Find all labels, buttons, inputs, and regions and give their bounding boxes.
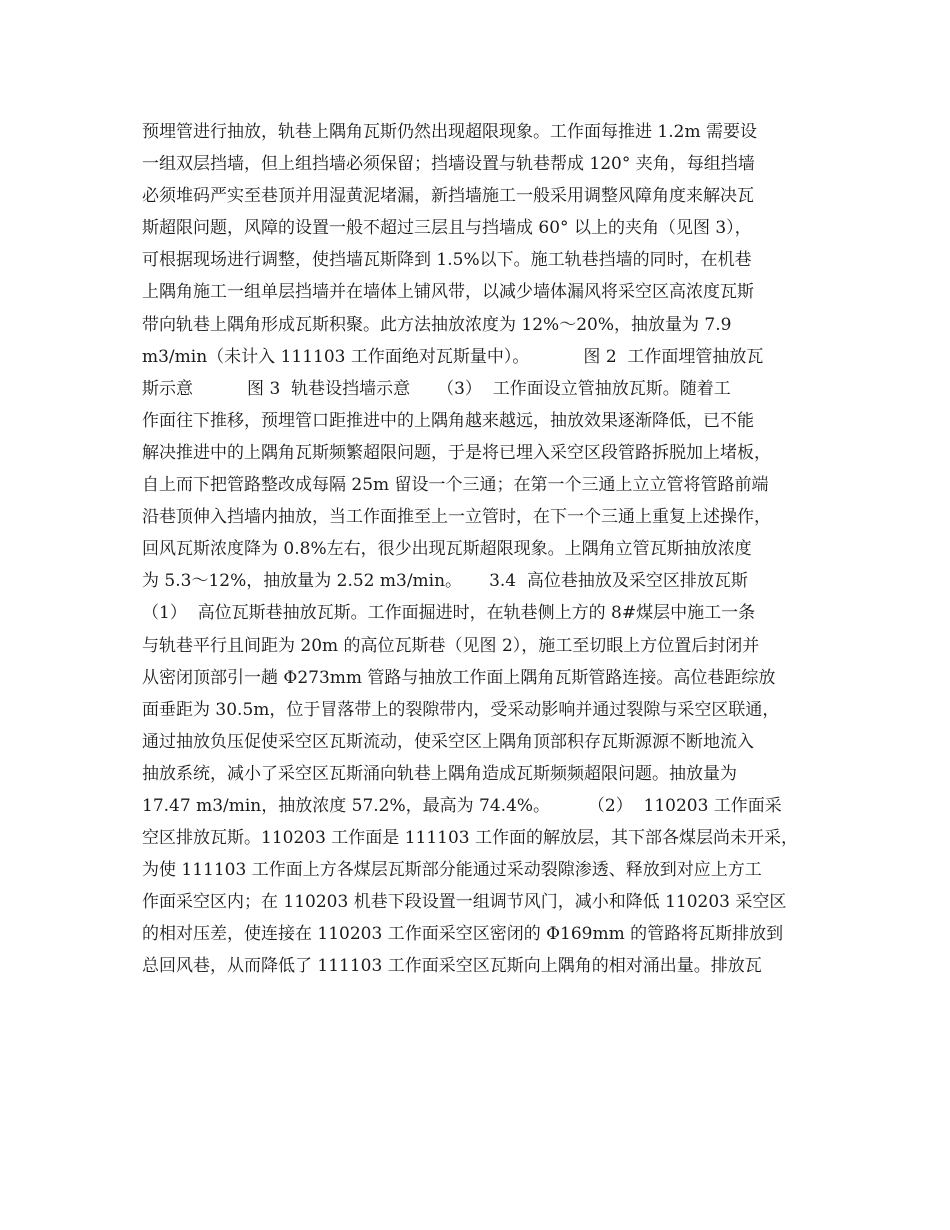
text-line: 自上而下把管路整改成每隔 25m 留设一个三通；在第一个三通上立立管将管路前端 (142, 475, 769, 496)
text-line: 总回风巷，从而降低了 111103 工作面采空区瓦斯向上隅角的相对涌出量。排放瓦 (142, 956, 762, 977)
text-line: 从密闭顶部引一趟 Φ273mm 管路与抽放工作面上隅角瓦斯管路连接。高位巷距综放 (142, 667, 776, 688)
text-line: 的相对压差，使连接在 110203 工作面采空区密闭的 Φ169mm 的管路将瓦斯排放到 (142, 924, 784, 945)
text-line: （1） 高位瓦斯巷抽放瓦斯。工作面掘进时，在轨巷侧上方的 8#煤层中施工一条 (142, 603, 756, 624)
text-line: 为 5.3～12%，抽放量为 2.52 m3/min。 3.4 高位巷抽放及采空区排放瓦斯 (142, 571, 748, 592)
text-line: m3/min（未计入 111103 工作面绝对瓦斯量中）。 图 2 工作面埋管抽放瓦 (142, 346, 764, 367)
text-line: 解决推进中的上隅角瓦斯频繁超限问题，于是将已埋入采空区段管路拆脱加上堵板， (142, 442, 771, 463)
text-line: 作面往下推移，预埋管口距推进中的上隅角越来越远，抽放效果逐渐降低，已不能 (142, 410, 754, 431)
text-line: 空区排放瓦斯。110203 工作面是 111103 工作面的解放层，其下部各煤层尚未开采， (142, 828, 799, 849)
text-line: 斯超限问题，风障的设置一般不超过三层且与挡墙成 60° 以上的夹角（见图 3）， (142, 218, 752, 239)
text-line: 为使 111103 工作面上方各煤层瓦斯部分能通过采动裂隙渗透、释放到对应上方工 (142, 860, 762, 881)
body-text (142, 116, 842, 983)
text-line: 与轨巷平行且间距为 20m 的高位瓦斯巷（见图 2），施工至切眼上方位置后封闭并 (142, 635, 760, 656)
text-line: 抽放系统，减小了采空区瓦斯涌向轨巷上隅角造成瓦斯频频超限问题。抽放量为 (142, 763, 737, 784)
text-line: 沿巷顶伸入挡墙内抽放，当工作面推至上一立管时，在下一个三通上重复上述操作， (142, 507, 771, 528)
text-line: 带向轨巷上隅角形成瓦斯积聚。此方法抽放浓度为 12%～20%，抽放量为 7.9 (142, 314, 732, 335)
text-line: 上隅角施工一组单层挡墙并在墙体上铺风带，以减少墙体漏风将采空区高浓度瓦斯 (142, 282, 754, 303)
text-line: 通过抽放负压促使采空区瓦斯流动，使采空区上隅角顶部积存瓦斯源源不断地流入 (142, 731, 754, 752)
text-line: 面垂距为 30.5m，位于冒落带上的裂隙带内，受采动影响并通过裂隙与采空区联通， (142, 699, 780, 720)
text-line: 回风瓦斯浓度降为 0.8%左右，很少出现瓦斯超限现象。上隅角立管瓦斯抽放浓度 (142, 539, 752, 560)
text-line: 一组双层挡墙，但上组挡墙必须保留；挡墙设置与轨巷帮成 120° 夹角，每组挡墙 (142, 154, 755, 175)
text-line: 可根据现场进行调整，使挡墙瓦斯降到 1.5%以下。施工轨巷挡墙的同时，在机巷 (142, 250, 752, 271)
text-line: 必须堆码严实至巷顶并用湿黄泥堵漏，新挡墙施工一般采用调整风障角度来解决瓦 (142, 186, 754, 207)
text-line: 斯示意 图 3 轨巷设挡墙示意 （3） 工作面设立管抽放瓦斯。随着工 (142, 378, 731, 399)
text-line: 作面采空区内；在 110203 机巷下段设置一组调节风门，减小和降低 110203 采空区 (142, 892, 787, 913)
text-line: 预埋管进行抽放，轨巷上隅角瓦斯仍然出现超限现象。工作面每推进 1.2m 需要设 (142, 122, 757, 142)
text-line: 17.47 m3/min，抽放浓度 57.2%，最高为 74.4%。 （2） 110203 工作面采 (142, 795, 782, 816)
